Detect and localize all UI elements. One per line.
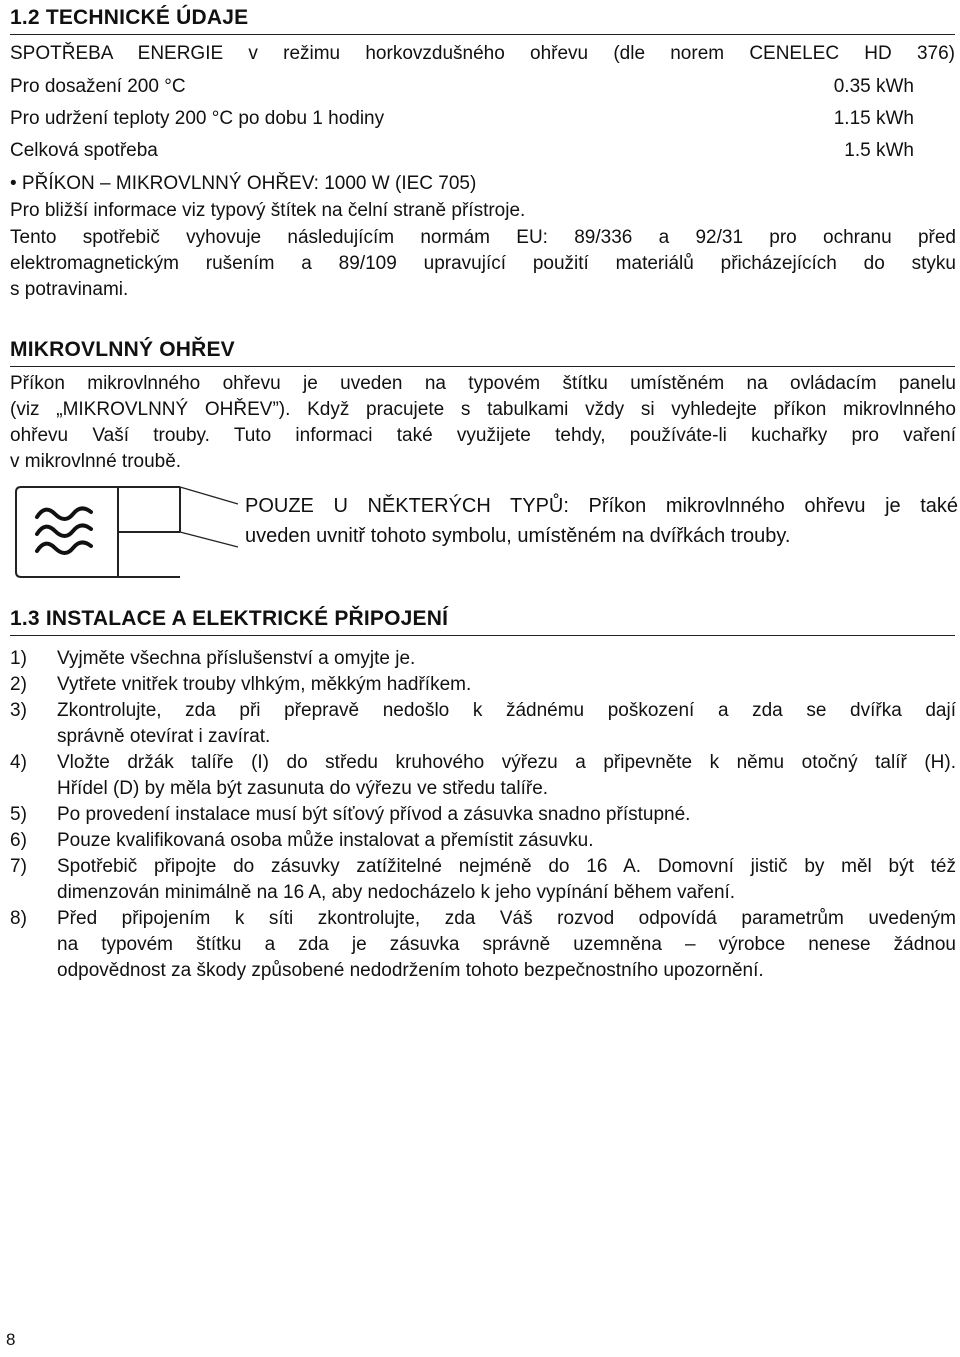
step-text [57, 646, 956, 672]
step-line: Před připojením k síti zkontrolujte, zda Váš rozvod odpovídá parametrům uvedeným [57, 908, 956, 929]
compliance-line: Tento spotřebič vyhovuje následujícím normám EU: 89/336 a 92/31 pro ochranu před [10, 227, 956, 248]
step-line: dimenzován minimálně na 16 A, aby nedocházelo k jeho vypínání během vaření. [57, 882, 736, 903]
step-number: 3) [10, 700, 27, 721]
step-text [57, 802, 956, 828]
installation-step [10, 828, 956, 854]
info-line: Pro bližší informace viz typový štítek na čelní straně přístroje. [10, 200, 526, 221]
step-number: 5) [10, 804, 27, 825]
installation-step [10, 802, 956, 828]
note-line: POUZE U NĚKTERÝCH TYPŮ: Příkon mikrovlnného ohřevu je také [245, 495, 958, 517]
page-number: 8 [6, 1330, 16, 1349]
energy-row-value-1: 0.35 kWh [833, 76, 914, 97]
section-heading-technical-data: 1.2 TECHNICKÉ ÚDAJE [10, 6, 249, 29]
step-line: správně otevírat i zavírat. [57, 726, 271, 747]
installation-steps-list [10, 646, 956, 984]
step-line: Vložte držák talíře (I) do středu kruhového výřezu a připevněte k němu otočný talíř (H). [57, 752, 956, 773]
step-line: Vytřete vnitřek trouby vlhkým, měkkým hadříkem. [57, 674, 472, 695]
compliance-line: s potravinami. [10, 279, 129, 300]
compliance-paragraph [10, 225, 956, 303]
microwave-line: ohřevu Vaší trouby. Tuto informaci také využijete tehdy, používáte-li kuchařky pro vaření [10, 425, 956, 446]
compliance-line: elektromagnetickým rušením a 89/109 upravující použití materiálů přicházejících do styku [10, 253, 956, 274]
heading-rule [10, 635, 955, 636]
installation-step [10, 750, 956, 802]
microwave-line: Příkon mikrovlnného ohřevu je uveden na typovém štítku umístěném na ovládacím panelu [10, 373, 956, 394]
step-text [57, 750, 956, 802]
microwave-waves-icon [15, 484, 240, 580]
step-line: odpovědnost za škody způsobené nedodržením tohoto bezpečnostního upozornění. [57, 960, 764, 981]
step-text [57, 672, 956, 698]
energy-row-label-1: Pro dosažení 200 °C [10, 76, 186, 97]
note-line: uveden uvnitř tohoto symbolu, umístěném na dvířkách trouby. [245, 525, 791, 547]
installation-step [10, 672, 956, 698]
microwave-line: v mikrovlnné troubě. [10, 451, 182, 472]
installation-step [10, 698, 956, 750]
microwave-paragraph [10, 371, 956, 475]
step-line: na typovém štítku a zda je zásuvka správně uzemněna – výrobce nenese žádnou [57, 934, 956, 955]
step-number: 1) [10, 648, 27, 669]
step-line: Vyjměte všechna příslušenství a omyjte je. [57, 648, 416, 669]
step-number: 2) [10, 674, 27, 695]
step-text [57, 828, 956, 854]
microwave-note [245, 491, 958, 551]
energy-row-value-2: 1.15 kWh [833, 108, 914, 129]
step-number: 8) [10, 908, 27, 929]
step-line: Hřídel (D) by měla být zasunuta do výřezu ve středu talíře. [57, 778, 549, 799]
power-bullet: • PŘÍKON – MIKROVLNNÝ OHŘEV: 1000 W (IEC 705) [10, 173, 477, 194]
step-number: 7) [10, 856, 27, 877]
step-text [57, 854, 956, 906]
section-heading-installation: 1.3 INSTALACE A ELEKTRICKÉ PŘIPOJENÍ [10, 607, 449, 630]
step-line: Pouze kvalifikovaná osoba může instalovat a přemístit zásuvku. [57, 830, 594, 851]
step-number: 6) [10, 830, 27, 851]
energy-row-value-3: 1.5 kWh [844, 140, 914, 161]
heading-rule [10, 366, 955, 367]
step-number: 4) [10, 752, 27, 773]
step-line: Po provedení instalace musí být síťový přívod a zásuvka snadno přístupné. [57, 804, 691, 825]
microwave-line: (viz „MIKROVLNNÝ OHŘEV”). Když pracujete s tabulkami vždy si vyhledejte příkon mikrovlnného [10, 399, 956, 420]
heading-rule [10, 34, 955, 35]
energy-consumption-title: SPOTŘEBA ENERGIE v režimu horkovzdušného ohřevu (dle norem CENELEC HD 376) [10, 43, 955, 64]
step-line: Spotřebič připojte do zásuvky zatížitelné nejméně do 16 A. Domovní jistič by měl být též [57, 856, 956, 877]
installation-step [10, 646, 956, 672]
energy-row-label-3: Celková spotřeba [10, 140, 158, 161]
energy-row-label-2: Pro udržení teploty 200 °C po dobu 1 hodiny [10, 108, 385, 129]
section-heading-microwave: MIKROVLNNÝ OHŘEV [10, 338, 235, 361]
installation-step [10, 854, 956, 906]
step-line: Zkontrolujte, zda při přepravě nedošlo k žádnému poškození a zda se dvířka dají [57, 700, 956, 721]
installation-step [10, 906, 956, 984]
step-text [57, 906, 956, 984]
step-text [57, 698, 956, 750]
